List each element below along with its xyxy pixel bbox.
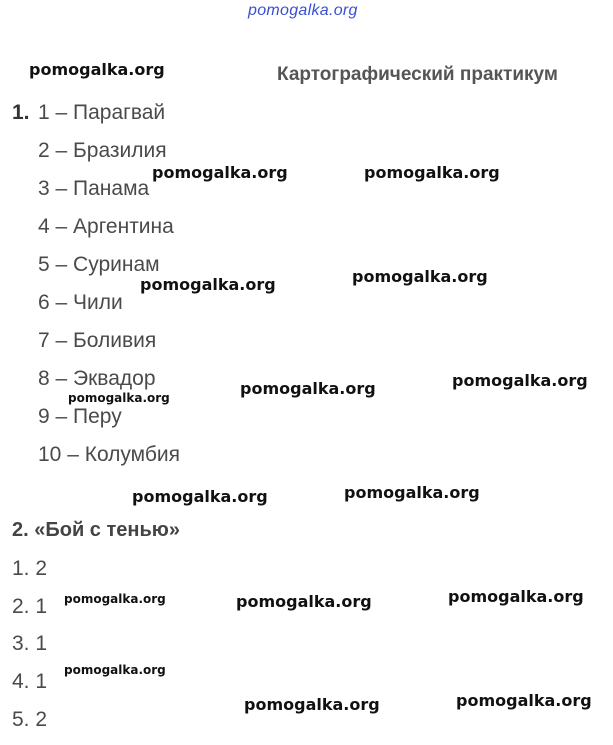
map-answer-item: 5 – Суринам	[38, 253, 160, 276]
watermark: pomogalka.org	[344, 483, 480, 502]
watermark-small: pomogalka.org	[68, 391, 170, 405]
watermark: pomogalka.org	[132, 487, 268, 506]
watermark: pomogalka.org	[152, 163, 288, 182]
quiz-answer: 4. 1	[12, 670, 48, 693]
map-answer-item: 7 – Боливия	[38, 329, 157, 352]
quiz-answer: 5. 2	[12, 708, 48, 731]
watermark: pomogalka.org	[240, 379, 376, 398]
map-answer-item: 4 – Аргентина	[38, 215, 174, 238]
watermark: pomogalka.org	[29, 60, 165, 79]
map-answer-item: 8 – Эквадор	[38, 367, 156, 390]
watermark: pomogalka.org	[456, 691, 592, 710]
quiz-answer: 1. 2	[12, 557, 48, 580]
watermark: pomogalka.org	[236, 592, 372, 611]
watermark: pomogalka.org	[352, 267, 488, 286]
map-answer-item: 9 – Перу	[38, 405, 122, 428]
page-title: Картографический практикум	[277, 64, 558, 85]
map-answer-item: 2 – Бразилия	[38, 139, 167, 162]
map-answer-item: 1 – Парагвай	[38, 101, 166, 124]
watermark: pomogalka.org	[244, 695, 380, 714]
map-answer-item: 3 – Панама	[38, 177, 150, 200]
map-answer-item: 6 – Чили	[38, 291, 123, 314]
quiz-answer: 2. 1	[12, 595, 48, 618]
watermark: pomogalka.org	[448, 587, 584, 606]
watermark: pomogalka.org	[140, 275, 276, 294]
watermark-small: pomogalka.org	[64, 592, 166, 606]
watermark: pomogalka.org	[364, 163, 500, 182]
watermark: pomogalka.org	[452, 371, 588, 390]
section2-title: 2. «Бой с тенью»	[12, 519, 180, 541]
top-watermark: pomogalka.org	[248, 2, 358, 19]
section1-number: 1.	[12, 101, 30, 124]
map-answer-item: 10 – Колумбия	[38, 443, 181, 466]
quiz-answer: 3. 1	[12, 632, 48, 655]
watermark-small: pomogalka.org	[64, 663, 166, 677]
